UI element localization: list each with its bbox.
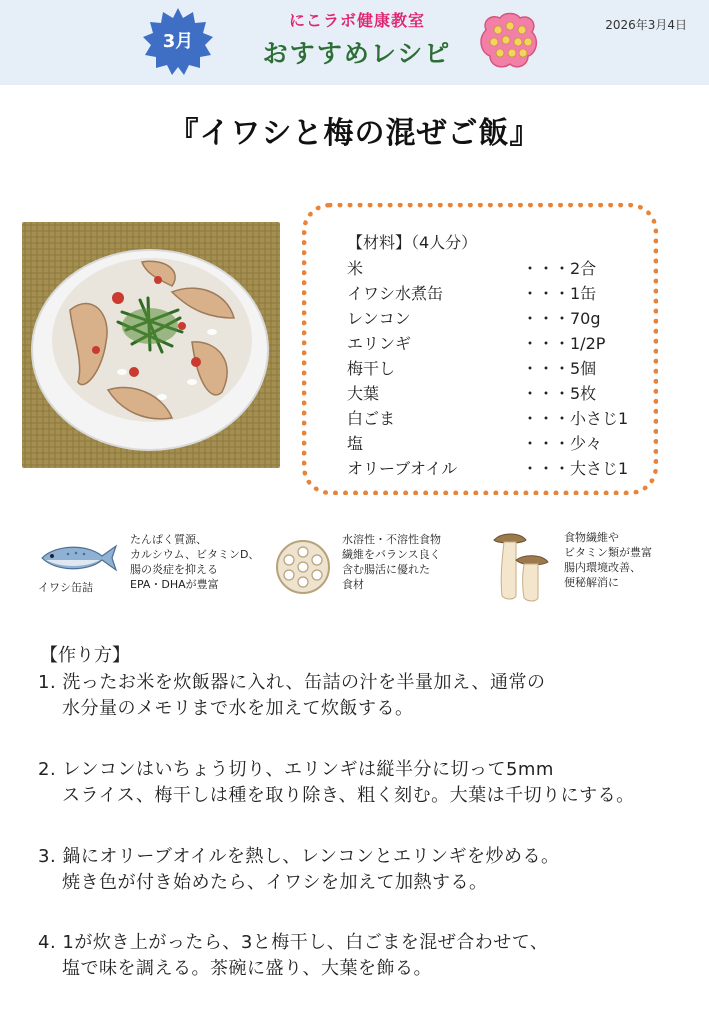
- ingredient-name: 塩: [347, 434, 364, 453]
- ingredient-amount: ・・・小さじ1: [522, 409, 629, 428]
- class-name: にこラボ健康教室: [288, 11, 425, 30]
- lotus-description: 水溶性・不溶性食物 繊維をバランス良く 含む腸活に優れた 食材: [342, 533, 441, 591]
- ingredient-item: [347, 306, 647, 331]
- method-step: 3. 鍋にオリーブオイルを熱し、レンコンとエリンギを炒める。 焼き色が付き始めたら、イワシを加えて加熱する。: [38, 846, 560, 893]
- ingredient-amount: ・・・少々: [522, 434, 603, 453]
- month-badge: [142, 6, 214, 78]
- method-step: 1. 洗ったお米を炊飯器に入れ、缶詰の汁を半量加え、通常の 水分量のメモリまで水を加えて炊飯する。: [38, 672, 546, 719]
- dish-photo: [22, 222, 280, 468]
- ingredient-name: 白ごま: [347, 409, 396, 428]
- ingredient-name: 梅干し: [347, 359, 396, 378]
- recipe-label: おすすめレシピ: [262, 39, 452, 68]
- ingredient-name: イワシ水煮缶: [347, 284, 444, 303]
- ingredient-name: 大葉: [347, 384, 380, 403]
- lotus-root-icon: [274, 538, 332, 596]
- ingredient-item: [347, 331, 647, 356]
- ingredient-amount: ・・・1/2P: [522, 334, 606, 353]
- method-step: 2. レンコンはいちょう切り、エリンギは縦半分に切って5mm スライス、梅干しは種を取り除き、粗く刻む。大葉は千切りにする。: [38, 759, 635, 806]
- ingredient-item: [347, 381, 647, 406]
- ingredient-name: エリンギ: [347, 334, 412, 353]
- ingredient-item: [347, 456, 647, 481]
- ingredients-heading: 【材料】（4人分）: [347, 233, 478, 252]
- ingredient-item: [347, 256, 647, 281]
- sardine-caption: イワシ缶詰: [38, 581, 93, 594]
- header-band: [0, 0, 709, 85]
- ingredient-item: [347, 431, 647, 456]
- ingredient-item: [347, 406, 647, 431]
- ingredient-item: [347, 356, 647, 381]
- method-heading: 【作り方】: [40, 645, 130, 666]
- date: 2026年3月4日: [605, 18, 687, 32]
- ingredient-amount: ・・・5枚: [522, 384, 597, 403]
- ingredient-amount: ・・・大さじ1: [522, 459, 629, 478]
- ingredient-amount: ・・・5個: [522, 359, 597, 378]
- eryngii-description: 食物繊維や ビタミン類が豊富 腸内環境改善、 便秘解消に: [564, 531, 652, 589]
- sardine-description: たんぱく質源、 カルシウム、ビタミンD、 腸の炎症を抑える EPA・DHAが豊富: [130, 533, 260, 591]
- ingredient-name: レンコン: [347, 309, 411, 328]
- recipe-title: 『イワシと梅の混ぜご飯』: [168, 116, 541, 151]
- mascot-icon: [478, 12, 540, 72]
- sardine-icon: [38, 538, 118, 578]
- ingredient-name: 米: [347, 259, 364, 278]
- method-step: 4. 1が炊き上がったら、3と梅干し、白ごまを混ぜ合わせて、 塩で味を調える。茶碗に盛り、大葉を飾る。: [38, 932, 549, 979]
- ingredient-amount: ・・・2合: [522, 259, 597, 278]
- ingredient-amount: ・・・70g: [522, 309, 601, 328]
- ingredient-amount: ・・・1缶: [522, 284, 597, 303]
- month-label: 3月: [162, 31, 194, 52]
- ingredient-name: オリーブオイル: [347, 459, 458, 478]
- ingredients-list: [347, 256, 647, 481]
- eryngii-icon: [486, 530, 550, 602]
- ingredients-box: [302, 203, 658, 495]
- ingredient-item: [347, 281, 647, 306]
